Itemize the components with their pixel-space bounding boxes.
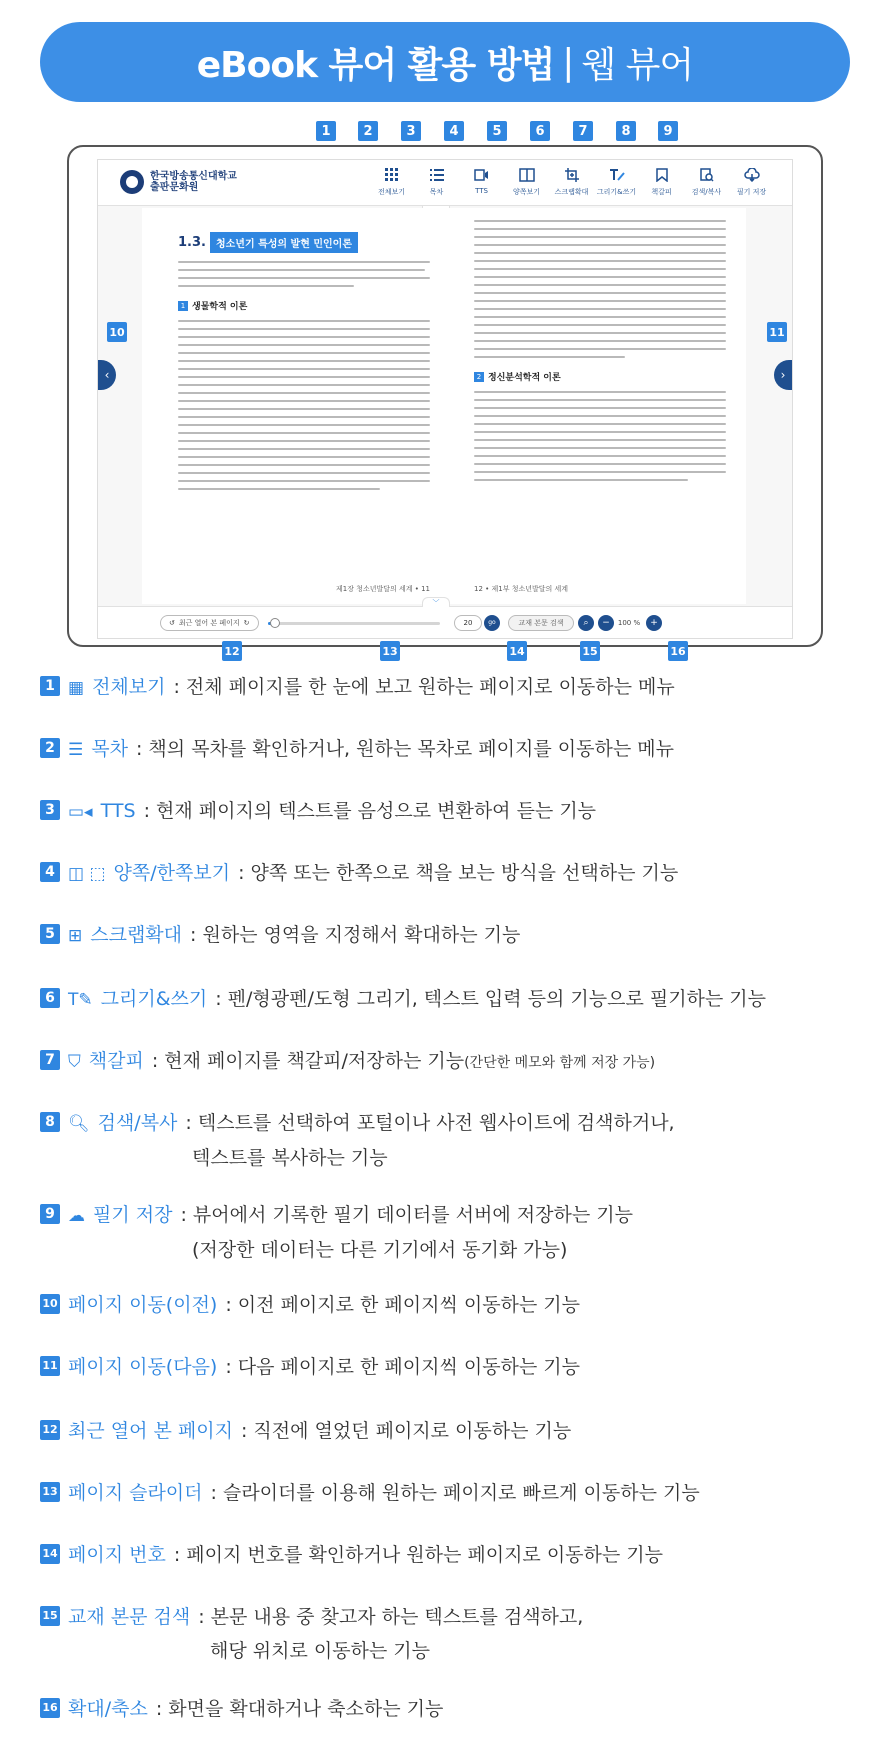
toolbar-label: 양쪽보기 <box>512 188 541 196</box>
legend-item: 13 페이지 슬라이더 : 슬라이더를 이용해 원하는 페이지로 빠르게 이동하는 기능 <box>40 1476 870 1510</box>
toolbar-save-notes-button[interactable] <box>729 166 774 197</box>
page-folio: 제1장 청소년발달의 세계 • 11 <box>335 585 430 593</box>
doc-search-icon <box>700 166 714 184</box>
bookmark-icon <box>656 166 668 184</box>
toolbar-spread-button[interactable] <box>504 166 549 197</box>
page-folio: 12 • 제1부 청소년발달의 세계 <box>474 585 569 593</box>
legend-item: 9 ☁ 필기 저장 : 뷰어에서 기록한 필기 데이터를 서버에 저장하는 기능 (저장한 데이터는 다른 기기에서 동기화 가능) <box>40 1198 870 1267</box>
legend-item: 1 ▦ 전체보기 : 전체 페이지를 한 눈에 보고 원하는 페이지로 이동하는 메뉴 <box>40 670 870 705</box>
page-slider[interactable] <box>268 622 440 625</box>
toolbar-overview-button[interactable] <box>369 166 414 197</box>
toolbar-label: 그리기&쓰기 <box>596 188 637 196</box>
title-separator: | <box>562 41 574 83</box>
text-search-input[interactable]: 교재 본문 검색 <box>508 615 574 631</box>
legend-item: 15 교재 본문 검색 : 본문 내용 중 찾고자 하는 텍스트를 검색하고, 해당 위치로 이동하는 기능 <box>40 1600 870 1668</box>
toolbar-search-copy-button[interactable] <box>684 166 729 197</box>
history-icon: ↺ <box>169 619 175 627</box>
toolbar-draw-button[interactable] <box>594 166 639 197</box>
viewer-header <box>98 160 792 206</box>
viewer-screen <box>97 159 793 639</box>
legend-item: 12 최근 열어 본 페이지 : 직전에 열었던 페이지로 이동하는 기능 <box>40 1414 870 1448</box>
bookmark-icon: ⛉ <box>68 1051 81 1072</box>
callout-10: 10 <box>107 322 127 342</box>
legend-item: 11 페이지 이동(다음) : 다음 페이지로 한 페이지씩 이동하는 기능 <box>40 1350 870 1384</box>
zoom-in-icon[interactable]: + <box>646 615 662 631</box>
body-text <box>474 220 726 358</box>
callout-1: 1 <box>316 121 336 141</box>
toolbar-tts-button[interactable] <box>459 166 504 197</box>
grid-icon <box>385 166 399 184</box>
book-spread <box>142 208 746 604</box>
legend-item: 8 🔍︎ 검색/복사 : 텍스트를 선택하여 포털이나 사전 웹사이트에 검색하거나, 텍스트를 복사하는 기능 <box>40 1106 870 1175</box>
publisher-logo <box>120 170 237 194</box>
page-title <box>40 22 850 102</box>
callout-3: 3 <box>401 121 421 141</box>
legend-item: 10 페이지 이동(이전) : 이전 페이지로 한 페이지씩 이동하는 기능 <box>40 1288 870 1322</box>
search-icon[interactable]: ⌕ <box>578 615 594 631</box>
subsection-number: 2 <box>474 372 484 382</box>
body-text <box>178 261 430 287</box>
tts-icon <box>474 166 490 184</box>
left-page <box>164 208 444 604</box>
toolbar-toc-button[interactable] <box>414 166 459 197</box>
callout-2: 2 <box>358 121 378 141</box>
legend-item: 5 ⊞ 스크랩확대 : 원하는 영역을 지정해서 확대하는 기능 <box>40 918 870 953</box>
callout-11: 11 <box>767 322 787 342</box>
section-title: 청소년기 특성의 발현 민인이론 <box>210 232 358 253</box>
refresh-icon: ↻ <box>243 619 250 627</box>
body-text <box>178 320 430 490</box>
logo-name-line2: 출판문화원 <box>150 182 199 193</box>
subsection-title: 정신분석학적 이론 <box>488 373 561 383</box>
cloud-save-icon: ☁ <box>68 1205 85 1226</box>
callout-13: 13 <box>380 641 400 661</box>
recent-page-label: 최근 열어 본 페이지 <box>178 619 240 627</box>
viewer-bottom-bar <box>98 599 792 638</box>
list-icon: ☰ <box>68 739 84 760</box>
crop-zoom-icon <box>565 166 579 184</box>
legend-item: 7 ⛉ 책갈피 : 현재 페이지를 책갈피/저장하는 기능(간단한 메모와 함께 저장 가능) <box>40 1044 870 1080</box>
prev-page-chevron-left-icon[interactable]: ‹ <box>98 360 116 390</box>
grid-icon: ▦ <box>68 677 85 698</box>
toolbar-label: 필기 저장 <box>736 188 767 196</box>
callout-12: 12 <box>222 641 242 661</box>
collapse-footer-chevron-down-icon[interactable]: ﹀ <box>422 597 450 607</box>
callout-8: 8 <box>616 121 636 141</box>
tts-icon: ▭◂ <box>68 801 93 822</box>
toolbar-label: 목차 <box>429 188 444 196</box>
legend-item: 14 페이지 번호 : 페이지 번호를 확인하거나 원하는 페이지로 이동하는 기능 <box>40 1538 870 1572</box>
legend-item: 2 ☰ 목차 : 책의 목차를 확인하거나, 원하는 목차로 페이지를 이동하는 메뉴 <box>40 732 870 767</box>
toolbar-label: 검색/복사 <box>691 188 722 196</box>
page-number-input[interactable]: 20 <box>454 615 482 631</box>
callout-6: 6 <box>530 121 550 141</box>
zoom-out-icon[interactable]: − <box>598 615 614 631</box>
right-page <box>460 208 740 604</box>
toolbar-label: 책갈피 <box>651 188 672 196</box>
callout-9: 9 <box>658 121 678 141</box>
logo-name-line1: 한국방송통신대학교 <box>150 171 237 182</box>
callout-16: 16 <box>668 641 688 661</box>
crop-zoom-icon: ⊞ <box>68 925 83 946</box>
tablet-frame <box>67 145 823 647</box>
callout-15: 15 <box>580 641 600 661</box>
toolbar-label: 전체보기 <box>377 188 406 196</box>
recent-page-button[interactable] <box>160 615 259 631</box>
slider-handle[interactable] <box>270 618 280 628</box>
toolbar-label: TTS <box>475 187 488 195</box>
body-text <box>474 391 726 481</box>
next-page-chevron-right-icon[interactable]: › <box>774 360 792 390</box>
title-main: eBook 뷰어 활용 방법 <box>196 44 555 86</box>
cloud-save-icon <box>744 166 760 184</box>
pen-text-icon <box>609 166 625 184</box>
legend-item: 3 ▭◂ TTS : 현재 페이지의 텍스트를 음성으로 변환하여 듣는 기능 <box>40 794 870 829</box>
book-spread-icon <box>519 166 535 184</box>
zoom-level: 100 % <box>617 619 641 627</box>
callout-14: 14 <box>507 641 527 661</box>
section-number: 1.3. <box>178 235 206 250</box>
book-spread-icon: ◫ ⬚ <box>68 863 106 884</box>
logo-emblem-icon <box>120 170 144 194</box>
legend-item: 4 ◫ ⬚ 양쪽/한쪽보기 : 양쪽 또는 한쪽으로 책을 보는 방식을 선택하는 기능 <box>40 856 870 891</box>
toolbar-scrap-button[interactable] <box>549 166 594 197</box>
callout-5: 5 <box>487 121 507 141</box>
legend-item: 16 확대/축소 : 화면을 확대하거나 축소하는 기능 <box>40 1692 870 1726</box>
subsection-title: 생물학적 이론 <box>192 302 248 312</box>
toolbar-label: 스크랩확대 <box>554 188 589 196</box>
toolbar-bookmark-button[interactable] <box>639 166 684 197</box>
list-icon <box>430 166 444 184</box>
go-button[interactable]: go <box>484 615 500 631</box>
pen-text-icon: T✎ <box>68 989 93 1010</box>
title-sub: 웹 뷰어 <box>581 44 694 86</box>
callout-4: 4 <box>444 121 464 141</box>
legend-item: 6 T✎ 그리기&쓰기 : 펜/형광펜/도형 그리기, 텍스트 입력 등의 기능으로 필기하는 기능 <box>40 982 870 1017</box>
callout-7: 7 <box>573 121 593 141</box>
subsection-number: 1 <box>178 301 188 311</box>
viewer-toolbar <box>369 166 774 197</box>
doc-search-icon: 🔍︎ <box>68 1113 90 1134</box>
